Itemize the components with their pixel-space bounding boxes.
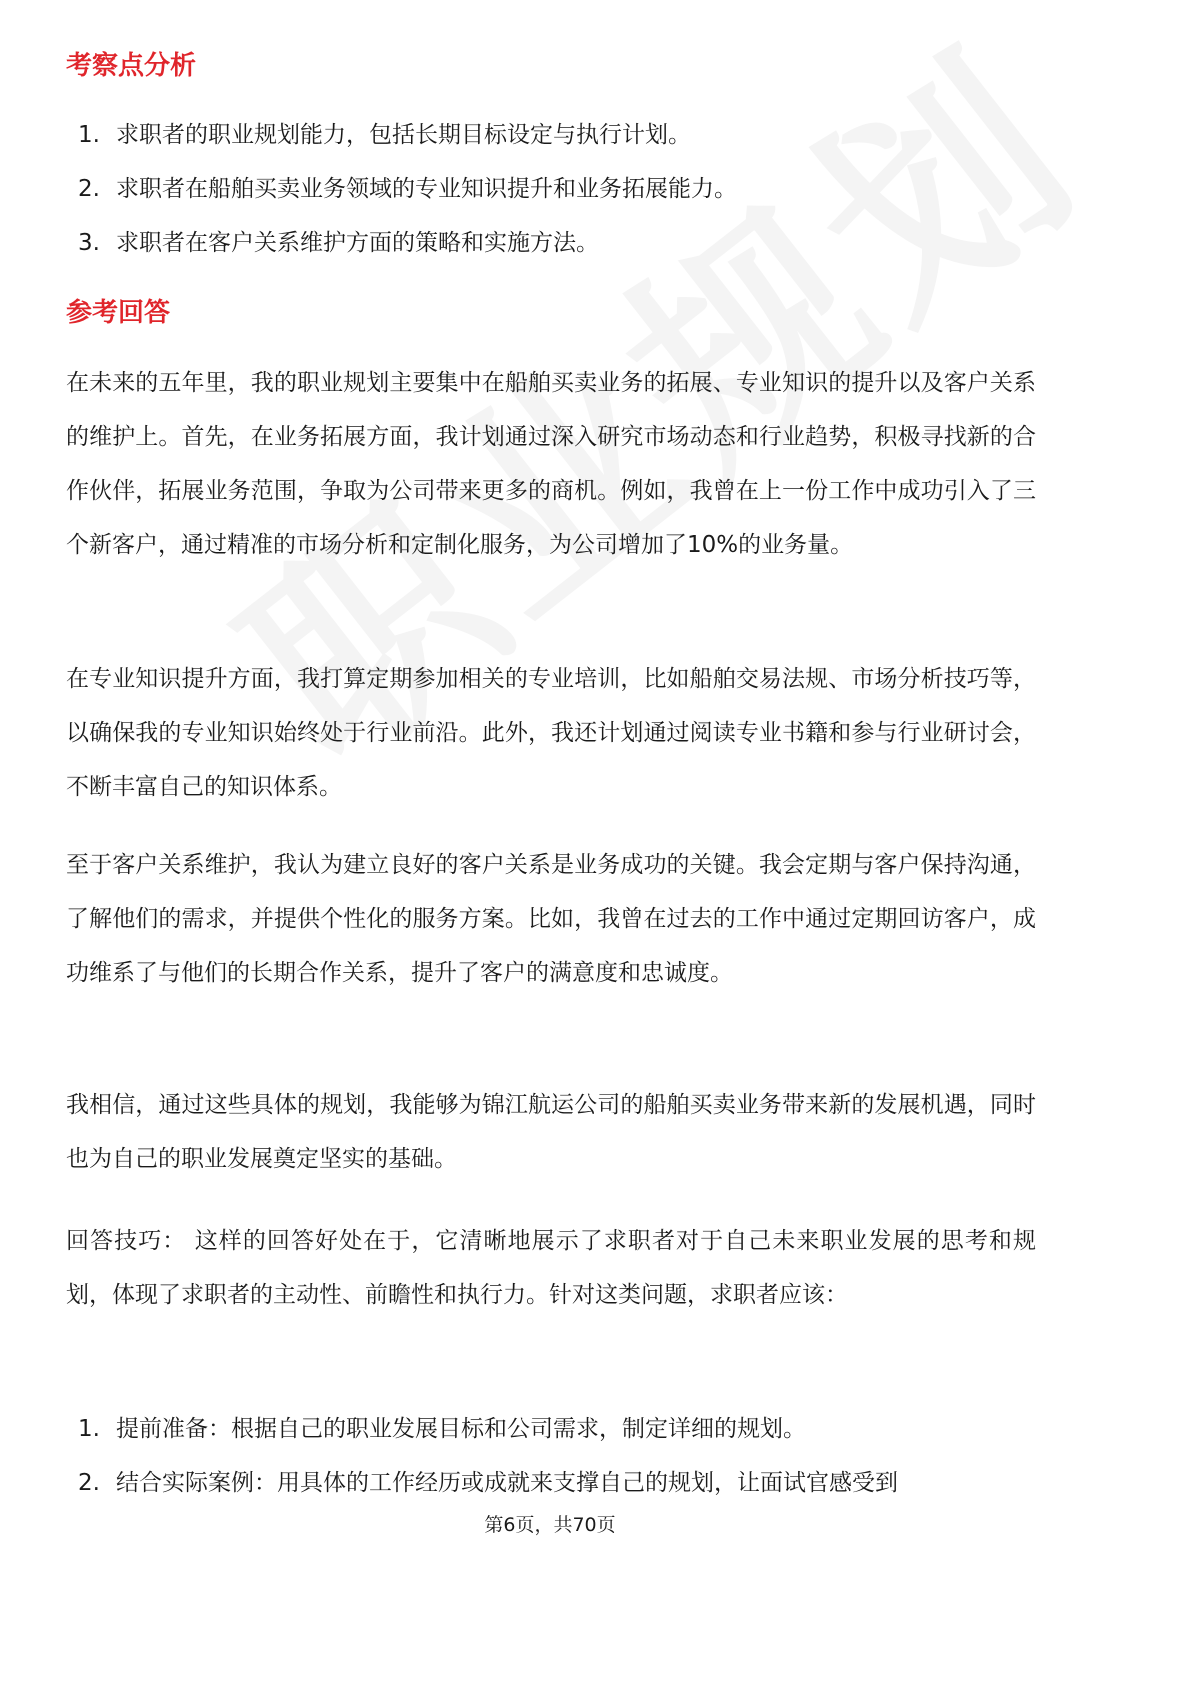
analysis-list	[66, 108, 1046, 270]
answer-paragraph: 在未来的五年里，我的职业规划主要集中在船舶买卖业务的拓展、专业知识的提升以及客户关系的维护上。首先，在业务拓展方面，我计划通过深入研究市场动态和行业趋势，积极寻找新的合作伙伴，拓展业务范围，争取为公司带来更多的商机。例如，我曾在上一份工作中成功引入了三个新客户，通过精准的市场分析和定制化服务，为公司增加了10%的业务量。	[66, 370, 1036, 558]
list-text: 求职者的职业规划能力，包括长期目标设定与执行计划。	[116, 122, 691, 148]
list-number: 1.	[78, 1416, 100, 1442]
list-text: 求职者在船舶买卖业务领域的专业知识提升和业务拓展能力。	[116, 176, 737, 202]
section-title-analysis: 考察点分析	[66, 51, 197, 81]
list-text: 提前准备：根据自己的职业发展目标和公司需求，制定详细的规划。	[116, 1416, 806, 1442]
list-number: 2.	[78, 176, 100, 202]
list-number: 3.	[78, 230, 100, 256]
tips-list	[66, 1402, 1046, 1510]
answer-paragraph: 在专业知识提升方面，我打算定期参加相关的专业培训，比如船舶交易法规、市场分析技巧等，以确保我的专业知识始终处于行业前沿。此外，我还计划通过阅读专业书籍和参与行业研讨会，不断丰富自己的知识体系。	[66, 666, 1036, 800]
list-number: 2.	[78, 1470, 100, 1496]
list-item	[66, 162, 1046, 216]
list-item	[66, 108, 1046, 162]
list-text: 求职者在客户关系维护方面的策略和实施方法。	[116, 230, 599, 256]
list-number: 1.	[78, 122, 100, 148]
page-number: 第6页，共70页	[484, 1514, 616, 1536]
answer-paragraph: 我相信，通过这些具体的规划，我能够为锦江航运公司的船舶买卖业务带来新的发展机遇，同时也为自己的职业发展奠定坚实的基础。	[66, 1092, 1036, 1172]
section-title-answer: 参考回答	[66, 298, 171, 328]
answer-paragraph: 至于客户关系维护，我认为建立良好的客户关系是业务成功的关键。我会定期与客户保持沟通，了解他们的需求，并提供个性化的服务方案。比如，我曾在过去的工作中通过定期回访客户，成功维系了与他们的长期合作关系，提升了客户的满意度和忠诚度。	[66, 852, 1036, 986]
list-text: 结合实际案例：用具体的工作经历或成就来支撑自己的规划，让面试官感受到	[116, 1470, 898, 1496]
tips-paragraph: 回答技巧： 这样的回答好处在于，它清晰地展示了求职者对于自己未来职业发展的思考和规划，体现了求职者的主动性、前瞻性和执行力。针对这类问题，求职者应该：	[66, 1228, 1036, 1308]
list-item	[66, 1456, 1046, 1510]
list-item	[66, 1402, 1046, 1456]
list-item	[66, 216, 1046, 270]
